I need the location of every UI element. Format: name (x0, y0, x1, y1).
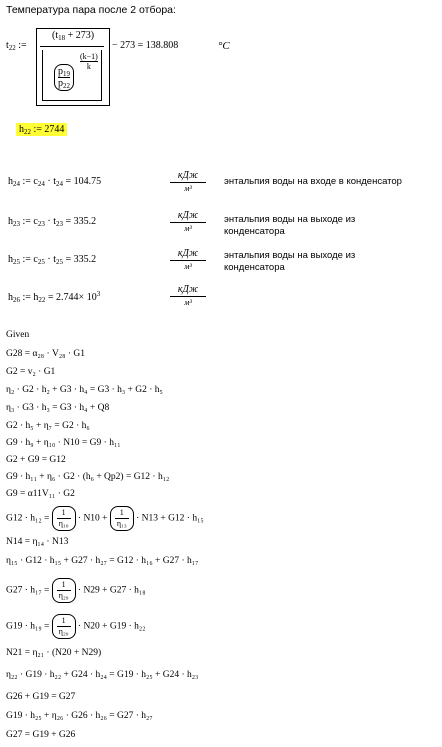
h25-unit: кДж м³ (170, 248, 206, 271)
h23-formula: $h_{23}$ := $c_{23} \cdot t_{23} = 335.2$ (8, 216, 97, 228)
h26-formula: $h_{26}$ := $h_{22} = 2.744\times 10^3$ (8, 290, 101, 304)
given-eq-4: η₃ · G3 · h₃ = G3 · h₄ + Q8 (6, 403, 110, 413)
h24-unit: кДж м³ (170, 170, 206, 193)
h22-assignment: $h_{22}$ := 2744 (16, 124, 67, 136)
given-eq-g19-h25: G19 · h₂₅ + η₂₆ · G26 · h₂₆ = G27 · h₂₇ (6, 711, 153, 721)
given-eq-22: η₂₂ · G19 · h₂₂ + G24 · h₂₄ = G19 · h₂₅ + G24 · h₂₃ (6, 670, 199, 680)
t22-unit: °C (218, 40, 230, 52)
t22-result: − 273 = 138.808 (112, 40, 179, 51)
h24-formula: $h_{24}$ := $c_{24} \cdot t_{24} = 104.75$ (8, 176, 102, 188)
given-eq-g26: G26 + G19 = G27 (6, 692, 76, 702)
h24-description: энтальпия воды на входе в конденсатор (224, 176, 402, 187)
given-eq-g27: G27 · h₁₇ = $\frac{1}{\text{η₂₉}}$ · N29 + G27 · h₁₈ (6, 578, 146, 603)
given-eq-8: G9 · h₁₁ + η₆ · G2 · (h₆ + Qp2) = G12 · h₁₂ (6, 472, 170, 482)
h26-unit: кДж м³ (170, 284, 206, 307)
h25-description: энтальпия воды на выходе из конденсатора (224, 250, 356, 273)
given-eq-g27-sum: G27 = G19 + G26 (6, 730, 76, 740)
t22-pressure-ratio: $p_{19}$ $p_{22}$ (54, 64, 74, 91)
given-eq-7: G2 + G9 = G12 (6, 455, 66, 465)
given-eq-2: G2 = v₂ · G1 (6, 367, 56, 377)
t22-exponent: (k−1) k (80, 52, 98, 71)
t22-numerator: $(t_{18} + 273)$ (52, 30, 95, 42)
given-eq-9: G9 = α11V₁₁ · G2 (6, 489, 75, 499)
given-eq-n21: N21 = η₂₁ · (N20 + N29) (6, 648, 102, 658)
h25-formula: $h_{25}$ := $c_{25} \cdot t_{25} = 335.2$ (8, 254, 97, 266)
given-keyword: Given (6, 330, 30, 340)
given-eq-n14: N14 = η₁₄ · N13 (6, 537, 69, 547)
given-eq-1: G28 = α₂₈ · V₂₈ · G1 (6, 349, 85, 359)
given-eq-5: G2 · h₅ + η₇ = G2 · h₆ (6, 421, 90, 431)
given-eq-3: η₂ · G2 · h₂ + G3 · h₄ = G3 · h₃ + G2 · h₅ (6, 385, 163, 395)
section-heading: Температура пара после 2 отбора: (6, 4, 176, 16)
given-eq-g12: G12 · h₁₂ = $\frac{1}{\text{η₁₀}}$ · N10 + $\frac{1}{\text{η₁₃}}$ · N13 + G12 · h₁₅ (6, 506, 204, 531)
h23-description: энтальпия воды на выходе из конденсатора (224, 214, 356, 237)
given-eq-g19: G19 · h₁₉ = $\frac{1}{\text{η₂₀}}$ · N20 + G19 · h₂₂ (6, 614, 146, 639)
given-eq-15: η₁₅ · G12 · h₁₅ + G27 · h₂₇ = G12 · h₁₆ + G27 · h₁₇ (6, 556, 199, 566)
h23-unit: кДж м³ (170, 210, 206, 233)
given-eq-6: G9 · h₉ + η₁₀ · N10 = G9 · h₁₁ (6, 438, 121, 448)
t22-fraction-bar (40, 46, 104, 47)
t22-lhs: $t_{22}$ := (6, 40, 27, 52)
